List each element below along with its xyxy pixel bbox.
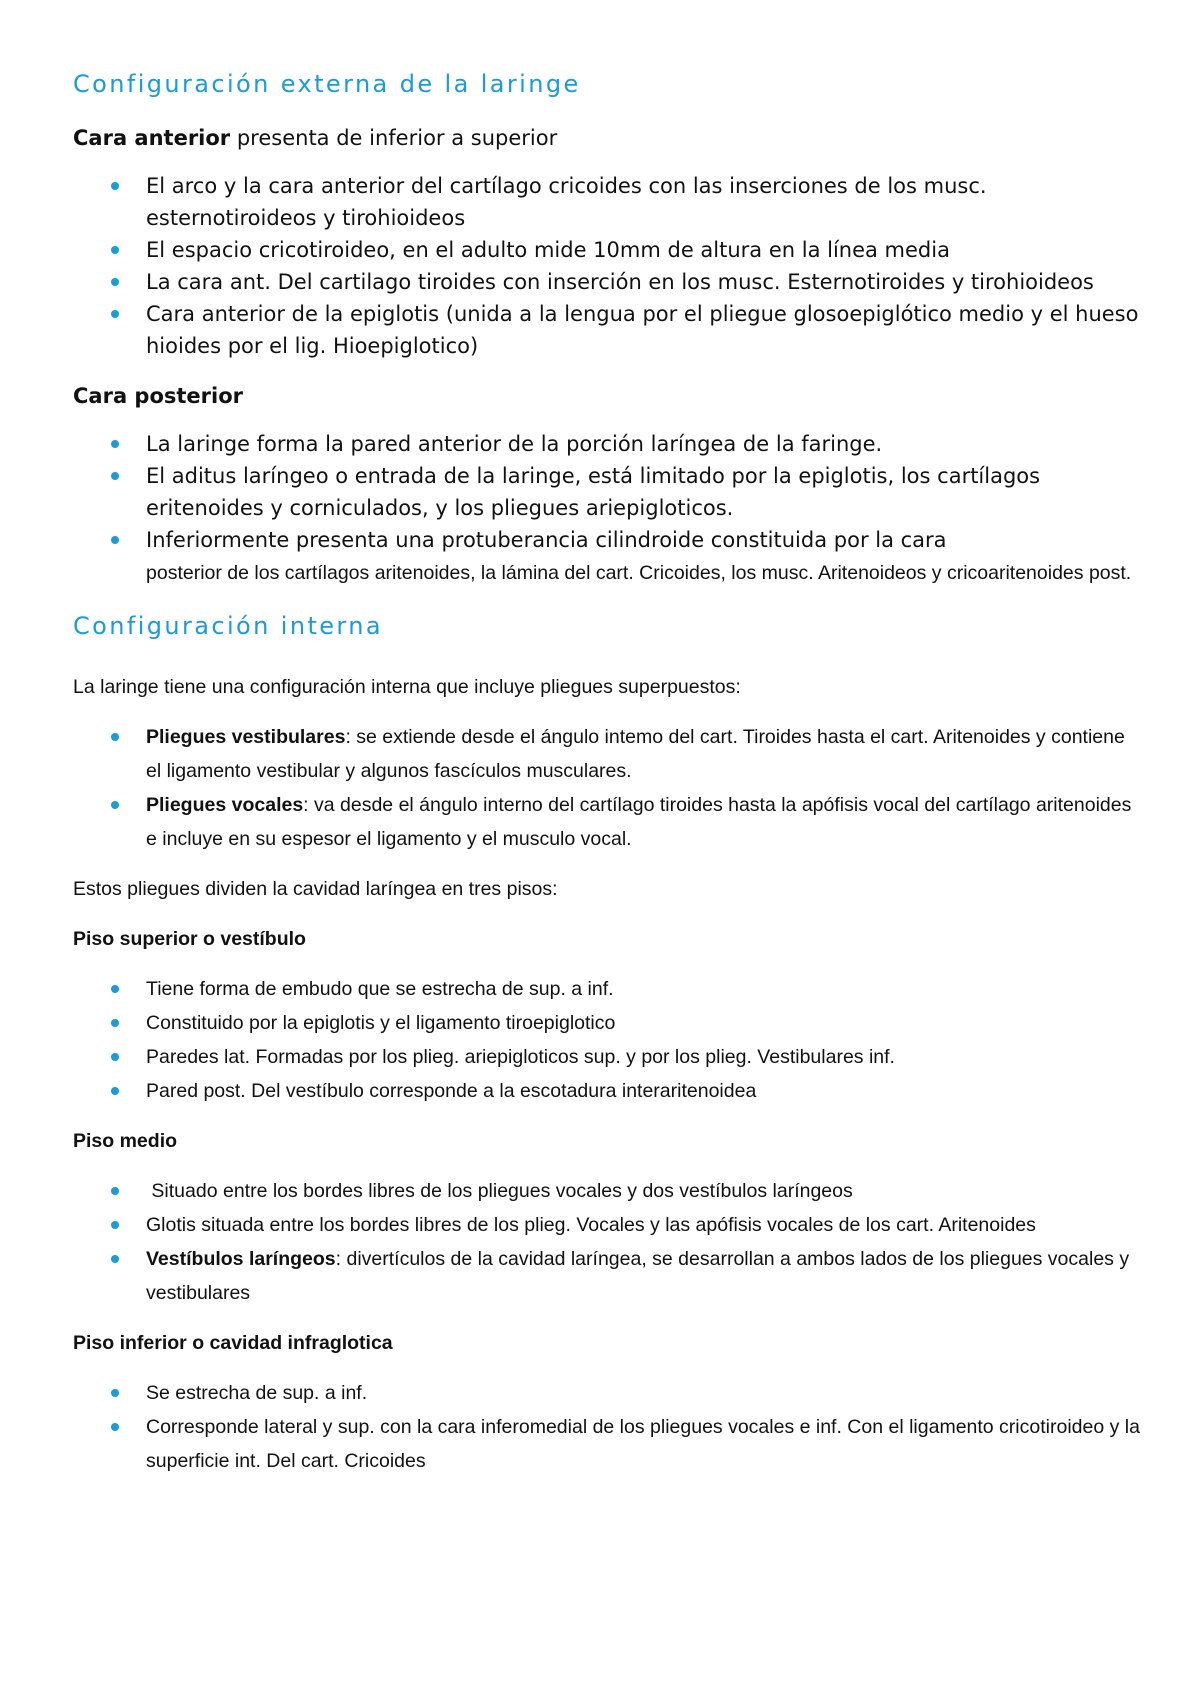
list-item: La laringe forma la pared anterior de la porción laríngea de la faringe. [73, 428, 1143, 460]
list-item-main: Inferiormente presenta una protuberancia cilindroide constituida por la cara [146, 528, 947, 552]
floors-intro: Estos pliegues dividen la cavidad laríngea en tres pisos: [73, 878, 558, 900]
list-item: El espacio cricotiroideo, en el adulto mide 10mm de altura en la línea media [73, 234, 1143, 266]
posterior-heading-text: Cara posterior [73, 384, 243, 408]
fold-text: : se extiende desde el ángulo intemo del cart. Tiroides hasta el cart. Aritenoides y contiene el ligamento vestibular y algunos fascículos musculares. [146, 726, 1125, 782]
superior-list [73, 972, 1143, 1108]
document-page [73, 70, 1143, 1494]
fold-text: : va desde el ángulo interno del cartílago tiroides hasta la apófisis vocal del cartílago aritenoides e incluye en su espesor el ligamento y el musculo vocal. [146, 794, 1132, 850]
internal-intro: La laringe tiene una configuración interna que incluye pliegues superpuestos: [73, 676, 741, 698]
posterior-heading [73, 380, 1143, 412]
list-item-rest: posterior de los cartílagos aritenoides, la lámina del cart. Cricoides, los musc. Aritenoideos y cricoaritenoides post. [146, 562, 1132, 584]
anterior-intro [73, 122, 1143, 154]
medio-heading: Piso medio [73, 1130, 178, 1152]
anterior-intro-text: presenta de inferior a superior [230, 126, 558, 150]
section-title-external: Configuración externa de la laringe [73, 70, 581, 98]
list-item: La cara ant. Del cartilago tiroides con inserción en los musc. Esternotiroides y tirohioideos [73, 266, 1143, 298]
list-item: Se estrecha de sup. a inf. [73, 1376, 1143, 1410]
inferior-list [73, 1376, 1143, 1478]
list-item [73, 524, 1143, 590]
superior-heading: Piso superior o vestíbulo [73, 928, 306, 950]
list-item: El arco y la cara anterior del cartílago cricoides con las inserciones de los musc. esternotiroideos y tirohioideos [73, 170, 1143, 234]
medio-term-text: : divertículos de la cavidad laríngea, se desarrollan a ambos lados de los pliegues vocales y vestibulares [146, 1248, 1130, 1304]
list-item: Corresponde lateral y sup. con la cara inferomedial de los pliegues vocales e inf. Con el ligamento cricotiroideo y la superficie int. Del cart. Cricoides [73, 1410, 1143, 1478]
anterior-heading: Cara anterior [73, 126, 231, 150]
folds-list [73, 720, 1143, 856]
list-item [73, 720, 1143, 788]
list-item: Cara anterior de la epiglotis (unida a la lengua por el pliegue glosoepiglótico medio y el hueso hioides por el lig. Hioepiglotico) [73, 298, 1143, 362]
medio-list [73, 1174, 1143, 1310]
list-item [73, 1242, 1143, 1310]
fold-term: Pliegues vocales [146, 794, 304, 816]
list-item: Glotis situada entre los bordes libres de los plieg. Vocales y las apófisis vocales de los cart. Aritenoides [73, 1208, 1143, 1242]
list-item: Paredes lat. Formadas por los plieg. ariepigloticos sup. y por los plieg. Vestibulares inf. [73, 1040, 1143, 1074]
list-item: Constituido por la epiglotis y el ligamento tiroepiglotico [73, 1006, 1143, 1040]
list-item: Situado entre los bordes libres de los pliegues vocales y dos vestíbulos laríngeos [73, 1174, 1143, 1208]
anterior-list [73, 170, 1143, 362]
fold-term: Pliegues vestibulares [146, 726, 346, 748]
inferior-heading: Piso inferior o cavidad infraglotica [73, 1332, 393, 1354]
medio-term: Vestíbulos laríngeos [146, 1248, 336, 1270]
section-title-internal: Configuración interna [73, 612, 383, 640]
list-item [73, 788, 1143, 856]
list-item: El aditus laríngeo o entrada de la laringe, está limitado por la epiglotis, los cartílagos eritenoides y corniculados, y los pliegues ariepigloticos. [73, 460, 1143, 524]
list-item: Pared post. Del vestíbulo corresponde a la escotadura interaritenoidea [73, 1074, 1143, 1108]
posterior-list [73, 428, 1143, 590]
list-item: Tiene forma de embudo que se estrecha de sup. a inf. [73, 972, 1143, 1006]
